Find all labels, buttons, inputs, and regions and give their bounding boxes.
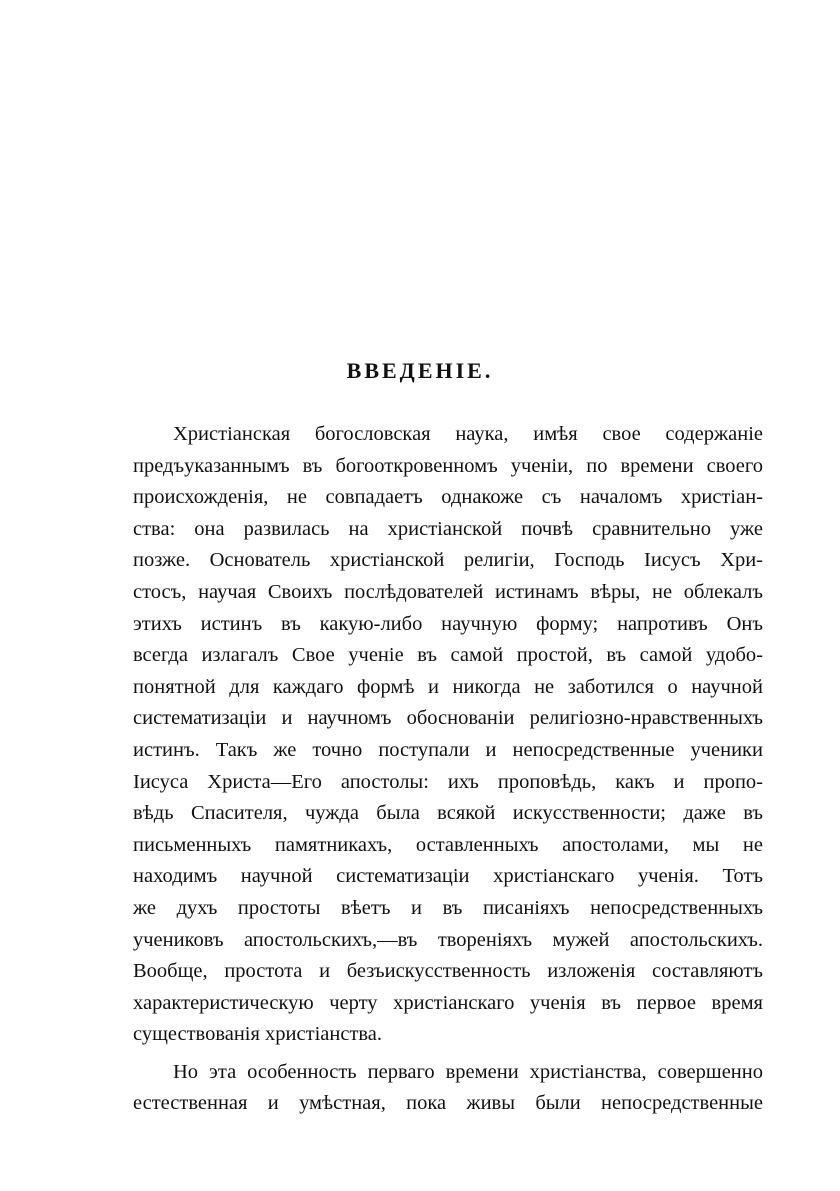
body-text — [133, 419, 763, 1120]
paragraph-2 — [133, 1057, 763, 1120]
text-line: всегда излагалъ Свое ученіе въ самой простой, въ самой удобо- — [133, 644, 763, 667]
text-line: существованія христіанства. — [133, 1023, 383, 1046]
text-line: понятной для каждаго формѣ и никогда не заботился о научной — [133, 675, 763, 698]
text-line: ства: она развилась на христіанской почвѣ сравнительно уже — [133, 517, 763, 540]
chapter-heading: ВВЕДЕНІЕ. — [346, 358, 494, 383]
text-line: происхожденія, не совпадаетъ однакоже съ началомъ христіан- — [133, 486, 763, 509]
text-line: вѣдь Спасителя, чужда была всякой искусственности; даже въ — [133, 802, 763, 825]
text-line: предъуказаннымъ въ богооткровенномъ ученіи, по времени своего — [133, 454, 763, 477]
text-line: находимъ научной систематизаціи христіанскаго ученія. Тотъ — [133, 865, 763, 888]
text-line: Христіанская богословская наука, имѣя свое содержаніе — [173, 423, 763, 445]
text-line: стосъ, научая Своихъ послѣдователей истинамъ вѣры, не облекалъ — [133, 580, 763, 603]
paragraph-1 — [133, 419, 763, 1051]
text-line: же духъ простоты вѣетъ и въ писаніяхъ непосредственныхъ — [133, 896, 763, 919]
text-line: позже. Основатель христіанской религіи, Господь Іисусъ Хри- — [133, 549, 763, 572]
text-line: естественная и умѣстная, пока живы были непосредственные — [133, 1092, 763, 1115]
text-line: письменныхъ памятникахъ, оставленныхъ апостолами, мы не — [133, 833, 763, 856]
text-line: этихъ истинъ въ какую-либо научную форму; напротивъ Онъ — [133, 612, 763, 635]
text-line: Іисуса Христа—Его апостолы: ихъ проповѣдь, какъ и пропо- — [133, 770, 763, 793]
text-line: Но эта особенность перваго времени христіанства, совершенно — [173, 1060, 763, 1083]
text-line: учениковъ апостольскихъ,—въ твореніяхъ мужей апостольскихъ. — [133, 928, 763, 951]
text-line: Вообще, простота и безъискусственность изложенія составляютъ — [133, 960, 763, 983]
text-line: систематизаціи и научномъ обоснованіи религіозно-нравственныхъ — [133, 707, 763, 730]
text-line: характеристическую черту христіанскаго ученія въ первое время — [133, 991, 763, 1014]
text-line: истинъ. Такъ же точно поступали и непосредственные ученики — [133, 738, 763, 761]
